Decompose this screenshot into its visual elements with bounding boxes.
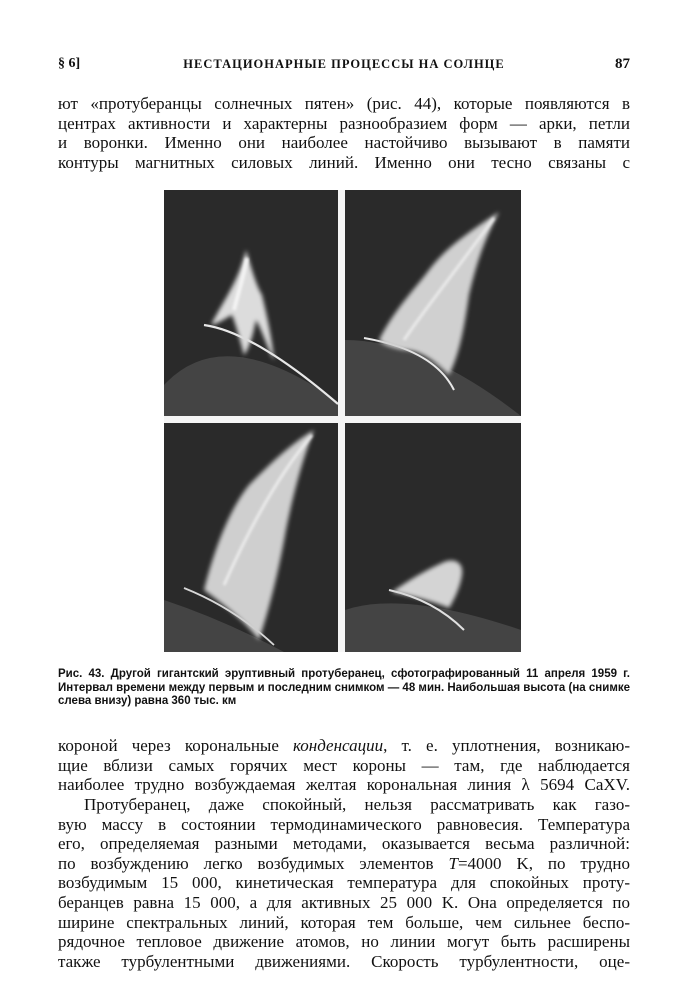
text-line: щие вблизи самых горячих мест короны — там, где наблюдается xyxy=(58,755,630,775)
text-line xyxy=(58,736,630,756)
emphasis: конденсации xyxy=(293,736,384,755)
text-line: центрах активности и характерны разнообразием форм — арки, петли xyxy=(58,113,630,133)
panel-bottom-right xyxy=(345,423,521,652)
panel-top-right xyxy=(345,190,521,416)
text-line: Протуберанец, даже спокойный, нельзя рассматривать как газо- xyxy=(84,795,630,814)
text-line xyxy=(58,854,630,874)
paragraph-temperature xyxy=(58,795,630,971)
text-run: =4000 K, по трудно xyxy=(457,853,630,873)
text-line: рядочное тепловое движение атомов, но линии могут быть расширены xyxy=(58,932,630,952)
running-header xyxy=(58,56,630,76)
prominence-photos xyxy=(164,190,521,652)
text-line: ширине спектральных линий, которая тем больше, чем сильнее беспо- xyxy=(58,912,630,932)
text-line: вую массу в состоянии термодинамического равновесия. Температура xyxy=(58,814,630,834)
caption-line: слева внизу) равна 360 тыс. км xyxy=(58,695,237,708)
caption-line: Интервал времени между первым и последним снимком — 48 мин. Наибольшая высота (на снимке xyxy=(58,681,630,694)
page-number: 87 xyxy=(615,56,630,72)
text-line: ют «протуберанцы солнечных пятен» (рис. 44), которые появляются в xyxy=(58,94,630,113)
running-title: НЕСТАЦИОНАРНЫЕ ПРОЦЕССЫ НА СОЛНЦЕ xyxy=(183,57,505,71)
text-line: беранцев равна 15 000, а для активных 25 000 K. Она определяется по xyxy=(58,892,630,912)
section-marker: § 6] xyxy=(58,56,81,71)
prominence-photo-figure xyxy=(164,190,521,652)
text-line: и воронки. Именно они наиболее настойчиво вызывают в памяти xyxy=(58,133,630,153)
figure-caption xyxy=(58,668,630,709)
paragraph-top xyxy=(58,94,630,172)
paragraph-corona xyxy=(58,736,630,795)
text-line: контуры магнитных силовых линий. Именно они тесно связаны с xyxy=(58,152,630,172)
text-run: по возбуждению легко возбудимых элементов xyxy=(58,853,449,873)
text-run: короной через корональные xyxy=(58,736,293,755)
emphasis: T xyxy=(448,853,458,873)
text-line: наиболее трудно возбуждаемая желтая корональная линия λ 5694 CaXV. xyxy=(58,775,630,795)
caption-line: Рис. 43. Другой гигантский эруптивный протуберанец, сфотографированный 11 апреля 1959 г. xyxy=(58,668,630,680)
panel-bottom-left xyxy=(164,423,338,652)
text-line: его, определяемая разными методами, оказывается весьма различной: xyxy=(58,834,630,854)
text-line: также турбулентными движениями. Скорость турбулентности, оце- xyxy=(58,951,630,971)
text-line: возбудимым 15 000, кинетическая температура для спокойных проту- xyxy=(58,873,630,893)
panel-top-left xyxy=(164,190,338,416)
text-run: , т. е. уплотнения, возникаю- xyxy=(383,736,630,755)
